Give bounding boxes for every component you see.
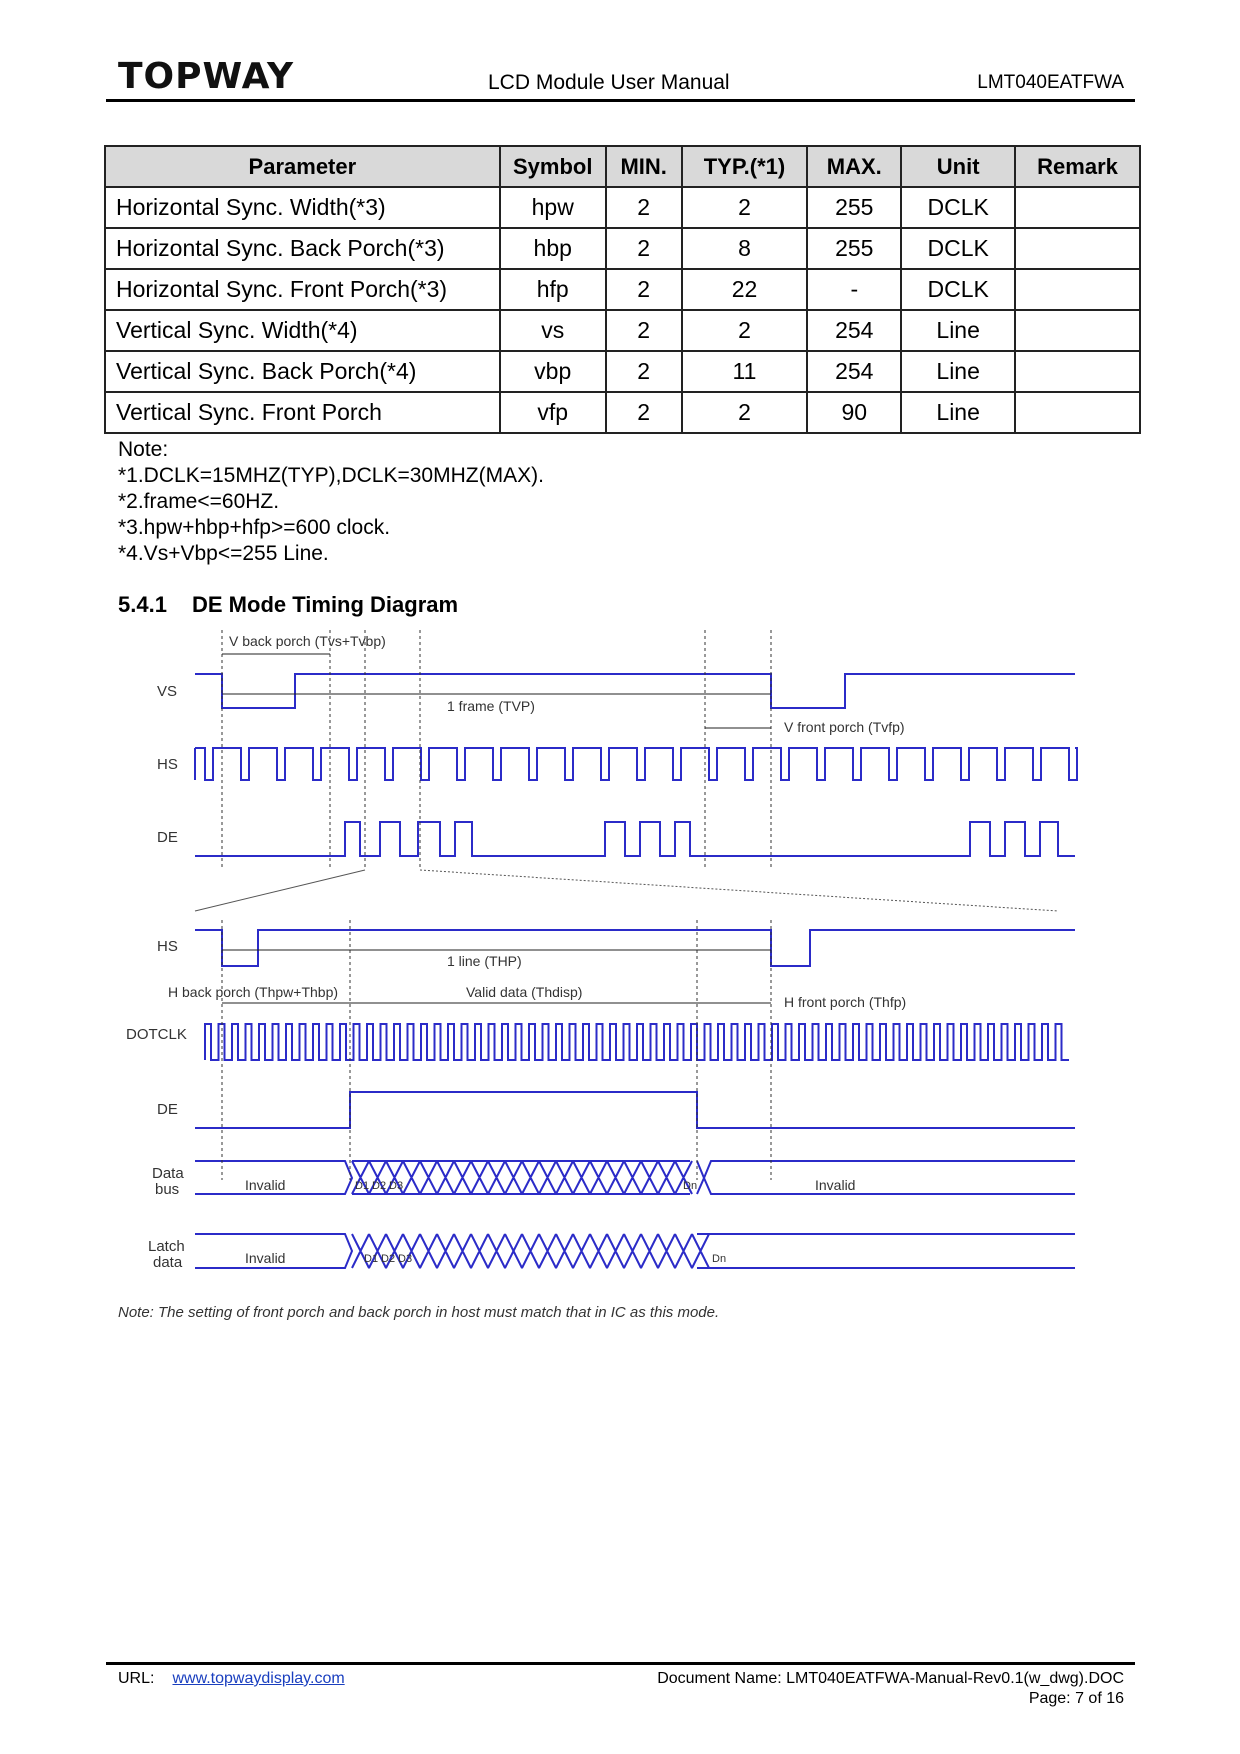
cell-remark (1015, 392, 1140, 433)
cell-parameter: Vertical Sync. Back Porch(*4) (105, 351, 500, 392)
signal-labels (126, 683, 187, 1271)
hs-top-waveform (195, 748, 1077, 780)
label-dotclk: DOTCLK (126, 1026, 187, 1043)
timing-parameter-table (104, 145, 1141, 434)
guide-lines (195, 630, 1058, 1180)
annotation-d2-latch: D2 (381, 1253, 396, 1265)
annotation-invalid-data-left: Invalid (245, 1177, 286, 1193)
note-item: *4.Vs+Vbp<=255 Line. (118, 542, 329, 565)
cell-symbol: hfp (500, 269, 606, 310)
annotation-one-line: 1 line (THP) (447, 953, 522, 969)
cell-unit: Line (901, 351, 1015, 392)
cell-max: 90 (807, 392, 901, 433)
cell-symbol: vfp (500, 392, 606, 433)
de-bottom-waveform (195, 1092, 1075, 1128)
table-row (105, 228, 1140, 269)
annotation-invalid-data-right: Invalid (815, 1177, 856, 1193)
annotation-v-back-porch: V back porch (Tvs+Tvbp) (229, 633, 386, 649)
annotation-valid-data: Valid data (Thdisp) (466, 984, 583, 1000)
label-latch-2: data (153, 1254, 183, 1271)
data-bus-invalid-right (697, 1161, 1075, 1194)
vs-waveform (195, 674, 1075, 708)
table-header-row (105, 146, 1140, 187)
annotation-dn-bus: Dn (683, 1180, 698, 1192)
annotation-one-frame: 1 frame (TVP) (447, 698, 535, 714)
cell-parameter: Horizontal Sync. Width(*3) (105, 187, 500, 228)
cell-min: 2 (606, 187, 682, 228)
label-data-bus-1: Data (152, 1165, 184, 1182)
cell-symbol: vbp (500, 351, 606, 392)
label-hs-bottom: HS (157, 938, 178, 955)
column-header-min: MIN. (606, 146, 682, 187)
zoom-line-right (420, 870, 1058, 911)
url-label: URL: (118, 1670, 155, 1687)
cell-typ: 8 (682, 228, 808, 269)
cell-min: 2 (606, 392, 682, 433)
cell-typ: 11 (682, 351, 808, 392)
table-row (105, 351, 1140, 392)
column-header-unit: Unit (901, 146, 1015, 187)
column-header-parameter: Parameter (105, 146, 500, 187)
label-de-top: DE (157, 829, 178, 846)
cell-min: 2 (606, 228, 682, 269)
page-number: Page: 7 of 16 (1028, 1690, 1124, 1707)
section-title: DE Mode Timing Diagram (192, 592, 459, 617)
cell-symbol: hbp (500, 228, 606, 269)
cell-typ: 2 (682, 392, 808, 433)
cell-parameter: Horizontal Sync. Back Porch(*3) (105, 228, 500, 269)
cell-unit: DCLK (901, 228, 1015, 269)
section-number: 5.4.1 (118, 592, 167, 617)
cell-parameter: Vertical Sync. Width(*4) (105, 310, 500, 351)
column-header-typ: TYP.(*1) (682, 146, 808, 187)
cell-typ: 2 (682, 310, 808, 351)
annotation-d1-latch: D1 (364, 1253, 379, 1265)
cell-max: 254 (807, 351, 901, 392)
cell-parameter: Horizontal Sync. Front Porch(*3) (105, 269, 500, 310)
annotation-h-front-porch: H front porch (Thfp) (784, 994, 907, 1010)
annotation-d1-bus: D1 (355, 1180, 370, 1192)
table-row (105, 392, 1140, 433)
cell-unit: DCLK (901, 269, 1015, 310)
cell-min: 2 (606, 310, 682, 351)
table-row (105, 310, 1140, 351)
annotation-d3-bus: D3 (389, 1180, 404, 1192)
notes-title: Note: (118, 438, 169, 461)
table-row (105, 187, 1140, 228)
cell-unit: Line (901, 310, 1015, 351)
company-logo: TOPWAY (118, 56, 295, 97)
waveforms (195, 674, 1077, 1268)
cell-max: - (807, 269, 901, 310)
cell-max: 255 (807, 228, 901, 269)
de-top-waveform (195, 822, 1075, 856)
column-header-symbol: Symbol (500, 146, 606, 187)
cell-remark (1015, 310, 1140, 351)
model-number: LMT040EATFWA (977, 72, 1124, 93)
cell-remark (1015, 269, 1140, 310)
hs-bottom-waveform (195, 930, 1075, 966)
document-name: Document Name: LMT040EATFWA-Manual-Rev0.1(w_dwg).DOC (657, 1670, 1124, 1687)
cell-max: 254 (807, 310, 901, 351)
annotation-h-back-porch: H back porch (Thpw+Thbp) (168, 984, 339, 1000)
timing-notes (118, 437, 544, 567)
label-de-bottom: DE (157, 1101, 178, 1118)
cell-parameter: Vertical Sync. Front Porch (105, 392, 500, 433)
footer-divider (106, 1662, 1135, 1665)
annotation-d3-latch: D3 (398, 1253, 413, 1265)
cell-remark (1015, 228, 1140, 269)
cell-symbol: vs (500, 310, 606, 351)
dotclk-waveform (205, 1024, 1069, 1060)
latch-right-rails (697, 1234, 1075, 1268)
note-item: *3.hpw+hbp+hfp>=600 clock. (118, 516, 391, 539)
note-item: *1.DCLK=15MHZ(TYP),DCLK=30MHZ(MAX). (118, 464, 544, 487)
cell-unit: DCLK (901, 187, 1015, 228)
website-link[interactable]: www.topwaydisplay.com (172, 1670, 345, 1687)
footer-url (118, 1670, 345, 1688)
annotation-d2-bus: D2 (372, 1180, 387, 1192)
label-hs-top: HS (157, 756, 178, 773)
zoom-line-left (195, 870, 365, 911)
cell-unit: Line (901, 392, 1015, 433)
cell-min: 2 (606, 269, 682, 310)
note-item: *2.frame<=60HZ. (118, 490, 280, 513)
cell-remark (1015, 187, 1140, 228)
cell-typ: 2 (682, 187, 808, 228)
cell-max: 255 (807, 187, 901, 228)
label-latch-1: Latch (148, 1238, 185, 1255)
label-vs: VS (157, 683, 178, 700)
cell-remark (1015, 351, 1140, 392)
cell-symbol: hpw (500, 187, 606, 228)
annotation-v-front-porch: V front porch (Tvfp) (784, 719, 905, 735)
header-divider (106, 99, 1135, 102)
table-row (105, 269, 1140, 310)
column-header-remark: Remark (1015, 146, 1140, 187)
section-heading (118, 592, 458, 618)
cell-typ: 22 (682, 269, 808, 310)
annotation-invalid-latch-left: Invalid (245, 1250, 286, 1266)
de-mode-timing-diagram (0, 620, 1240, 1310)
diagram-note: Note: The setting of front porch and back porch in host must match that in IC as this mode. (118, 1304, 720, 1321)
column-header-max: MAX. (807, 146, 901, 187)
cell-min: 2 (606, 351, 682, 392)
label-data-bus-2: bus (155, 1181, 180, 1198)
annotation-dn-latch: Dn (712, 1253, 727, 1265)
document-title: LCD Module User Manual (488, 71, 730, 94)
